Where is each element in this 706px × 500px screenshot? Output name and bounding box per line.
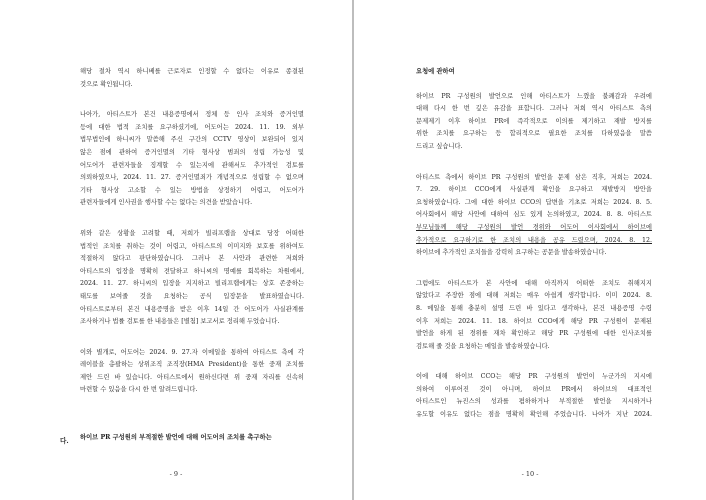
text-line: 7. 29. 하이브 CCO에게 사실관계 확인을 요구하고 재발방지 방안을 [416,186,652,194]
text-line: 드리고 싶습니다. [416,142,463,150]
text-line: 대해 다시 한 번 깊은 유감을 표합니다. 그러나 저희 역시 아티스트 측의 [416,105,652,113]
text-line: 유도할 이유도 없다는 점을 명확히 확인해 주었습니다. 나아가 지난 2024. [416,411,652,419]
text-line: 법무법인에 하니씨가 말씀해 주신 구간의 CCTV 영상이 보완되어 있지 [80,136,304,144]
paragraph [80,109,304,210]
text-line: 이에 대해 하이브 CCO는 해당 PR 구성원의 발언이 누군가의 지시에 [416,373,652,381]
text-line: 마련할 수 있음을 다시 한 번 알려드립니다. [80,386,198,394]
text-line: 조사하거나 법률 검토를 한 내용들은 [별첨] 보고서로 정리해 두었습니다. [80,318,280,326]
text-line: 요청하였습니다. 그에 대한 하이브 CCO의 답변을 기초로 저희는 2024. 8. 5. [416,198,652,206]
page-10-body [416,66,652,432]
text-line: 이후 저희는 2024. 11. 18. 하이브 CCO에게 해당 PR 구성원이 문제된 [416,317,652,325]
text-line: 해당 절차 역시 하니베를 근로자로 인정할 수 없다는 이유로 종결된 [80,68,304,75]
paragraph [80,228,304,329]
text-line: 어사회에서 해당 사안에 대하여 심도 있게 논의하였고, 2024. 8. 8. 아티스트 [416,211,652,219]
text-line-underlined: 추가적으로 요구하기로 한 조치의 내용을 공유 드렸으며, 2024. 8. 12. [416,236,652,244]
paragraph [416,278,652,354]
text-line: 의뢰하였으나, 2024. 11. 27. 증거인멸죄가 개념적으로 성립할 수 없으며 [80,174,304,182]
section-marker: 다. [60,437,69,445]
text-line: 위와 같은 상황을 고려할 때, 저희가 빌리프랩을 상대로 당장 어떠한 [80,229,304,237]
page-9 [0,0,352,500]
text-line: 아티스트인 뉴진스의 성과를 폄하하거나 부적절한 발언을 지시하거나 [416,398,652,406]
text-line: 발언을 하게 된 경위를 재차 확인하고 해당 PR 구성원에 대한 인사조치를 [416,330,652,338]
paragraph [416,91,652,154]
text-line: 하이브 PR 구성원의 발언으로 인해 아티스트가 느꼈을 불쾌감과 우려에 [416,92,652,100]
text-line: 등에 대한 법적 조치를 요구하셨기에, 어도어는 2024. 11. 19. 외부 [80,123,304,131]
text-line-underlined: 부모님들께 해당 구성원의 발언 경위와 어도어 이사회에서 하이브에 [416,223,652,231]
text-line: 아티스트로부터 본건 내용증명을 받은 이후 14일 간 어도어가 사실관계를 [80,305,304,313]
text-line: 2024. 11. 27. 하니씨의 입장을 지지하고 빌리프랩에게는 상호 존중하는 [80,280,304,288]
text-line: 적절하지 않다고 판단하였습니다. 그러나 본 사안과 관련한 저희와 [80,255,304,263]
paragraph [416,371,652,421]
section-heading-continued: 요청에 관하여 [416,68,455,75]
text-line: 8. 메일을 통해 충분히 설명 드린 바 있다고 생각하나, 본건 내용증명 수령 [416,304,652,312]
text-line: 어도어가 관련자들을 징계할 수 있는지에 관해서도 추가적인 검토를 [80,161,304,169]
text-line: 아티스트의 입장을 명확히 전달하고 하니씨의 명예를 회복하는 차원에서, [80,267,304,275]
text-line: 기타 형사상 고소할 수 있는 방법을 상정하기 어렵고, 어도어가 [80,186,304,194]
text-line: 검토해 줄 것을 요청하는 메일을 발송하였습니다. [416,342,550,350]
text-line: 나아가, 아티스트가 본건 내용증명에서 정체 등 인사 조치와 증거인멸 [80,111,304,119]
text-line: 하이브에 추가적인 조치들을 강력히 요구하는 공문을 발송하였습니다. [416,249,607,257]
paragraph [80,66,304,91]
text-line: 아티스트 측에서 하이브 PR 구성원의 발언을 문제 삼은 직후, 저희는 2024. [416,173,652,181]
text-line: 그럼에도 아티스트가 본 사안에 대해 아직까지 어떠한 조치도 취해지지 [416,279,652,287]
text-line: 제안 드린 바 있습니다. 아티스트에서 원하신다면 위 중재 자리를 신속히 [80,373,304,381]
page-9-body [80,66,304,407]
text-line: 않았다고 주장한 점에 대해 저희는 매우 아쉽게 생각합니다. 이미 2024. 8. [416,292,652,300]
text-line: 태도를 보여줄 것을 요청하는 공식 입장문을 발표하였습니다. [80,292,304,300]
section-heading: 하이브 PR 구성원의 부적절한 발언에 대해 어도어의 조치를 촉구하는 [80,434,272,441]
text-line: 관련자들에게 인사권을 행사할 수는 없다는 의견을 받았습니다. [80,199,253,207]
paragraph [80,347,304,397]
text-line: 이와 별개로, 어도어는 2024. 9. 27.자 이메일을 통하여 아티스트 측에 각 [80,348,304,356]
page-number: - 9 - [169,470,183,478]
page-10 [354,0,706,500]
text-line: 것으로 확인됩니다. [80,80,133,88]
text-line: 레이블을 총괄하는 상위조직 조직장(HMA President)을 통한 중재 조치를 [80,361,304,369]
text-line: 의하여 이루어진 것이 아니며, 하이브 PR에서 하이브의 대표적인 [416,385,652,393]
text-line: 위한 조치를 요구하는 등 합리적으로 필요한 조치를 다하였음을 말씀 [416,130,652,138]
text-line: 문제제기 이후 하이브 PR에 즉각적으로 이의를 제기하고 재발 방지를 [416,117,652,125]
text-line: 법적인 조치를 취하는 것이 어렵고, 아티스트의 이미지와 보호를 위하여도 [80,242,304,250]
text-line: 않은 점에 관하여 증거인멸의 기타 형사상 범죄의 성립 가능성 및 [80,148,304,156]
page-number: - 10 - [521,470,539,478]
paragraph [416,172,652,260]
